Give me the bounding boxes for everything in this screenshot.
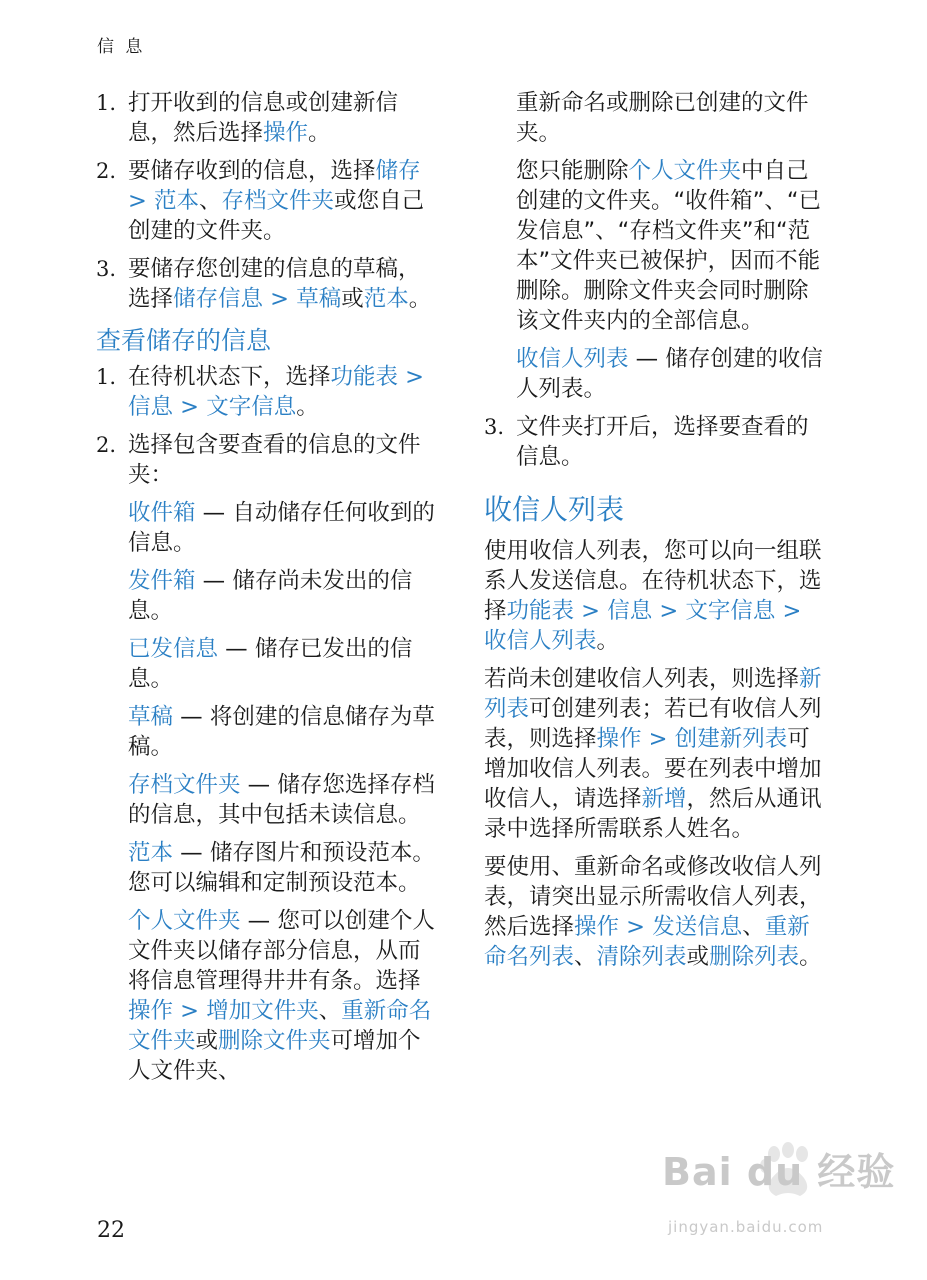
ui-term: 收信人列表 [484,628,597,654]
ui-term: 储存 [375,158,421,184]
folder-personal [128,906,441,1086]
text-run: 打开收到的信息或创建新信息，然后选择 [128,90,399,146]
text-run: 。 [799,944,822,970]
text-run: ，然后从通讯录中选择所需联系人姓名。 [484,786,822,842]
text-run: 。 [408,286,432,312]
menu-separator: > [619,914,653,940]
text-run: 选择包含要查看的信息的文件夹： [128,432,421,488]
folder-templates [128,838,441,898]
folder-sent [128,634,441,694]
ui-term: 范本 [363,286,409,312]
left-column [96,88,441,1094]
ui-term: 收信人列表 [516,346,629,372]
text-run: 中自己创建的文件夹。“收件箱”、“已发信息”、“存档文件夹”和“范本”文件夹已被保护，因而不能删除。删除文件夹会同时删除该文件夹内的全部信息。 [516,158,821,334]
delete-folder-note [516,156,829,336]
text-run: 或 [686,944,710,970]
paragraph [484,852,829,972]
ui-term: 储存信息 [173,286,264,312]
text-run: 或 [341,286,364,312]
ui-term: 收件箱 [128,500,196,526]
ui-term: 存档文件夹 [221,188,335,214]
text-run: 、 [742,914,765,940]
text-run: 可增加收信人列表。要在列表中增加收信人，请选择 [484,726,822,812]
menu-separator: > [775,598,802,624]
ui-term: 文字信息 [206,394,297,420]
ui-term: 新列表 [484,666,822,722]
ui-term: 操作 [128,998,174,1024]
ui-term: 草稿 [128,704,174,730]
text-run: 重新命名或删除已创建的文件夹。 [516,90,809,146]
folder-recipient-lists [516,344,829,404]
text-run: 使用收信人列表，您可以向一组联系人发送信息。在待机状态下，选择 [484,538,822,624]
ui-term: 已发信息 [128,636,219,662]
ui-term: 范本 [154,188,200,214]
folder-archive [128,770,441,830]
text-run: — 将创建的信息储存为草稿。 [128,704,435,760]
paragraph [484,536,829,656]
folder-drafts [128,702,441,762]
text-run: 文件夹打开后，选择要查看的信息。 [516,414,809,470]
right-column [484,88,829,980]
watermark-url: jingyan.baidu.com [668,1218,824,1236]
ui-term: 创建新列表 [674,726,788,752]
ui-term: 操作 [596,726,642,752]
text-run: 、 [574,944,597,970]
section-heading-view-saved: 查看储存的信息 [96,326,272,355]
menu-separator: > [173,394,207,420]
ui-term: 存档文件夹 [128,772,241,798]
menu-separator: > [574,598,608,624]
text-run: 、 [318,998,342,1024]
text-run: 或 [195,1028,219,1054]
ui-term: 清除列表 [596,944,687,970]
ui-term: 范本 [128,840,174,866]
ui-term: 草稿 [296,286,342,312]
text-run: 可增加个人文件夹、 [128,1028,421,1084]
steps-list-1 [96,88,441,314]
menu-separator: > [398,364,425,390]
ui-term: 增加文件夹 [206,998,319,1024]
steps-list-2 [96,362,441,490]
text-run: 要储存您创建的信息的草稿，选择 [128,256,421,312]
list-item: 1. 打开收到的信息或创建新信息，然后选择操作。 [96,90,399,146]
menu-separator: > [128,188,155,214]
text-run: 、 [199,188,222,214]
ui-term: 发件箱 [128,568,196,594]
ui-term: 删除列表 [709,944,800,970]
list-item: 2. 要储存收到的信息，选择储存 > 范本、存档文件夹或您自己创建的文件夹。 [96,158,425,244]
running-header: 信 息 [97,37,146,57]
menu-separator: > [641,726,675,752]
menu-separator: > [173,998,207,1024]
list-item: 2. 选择包含要查看的信息的文件夹： [96,432,421,488]
text-run: 或您自己创建的文件夹。 [128,188,425,244]
ui-term: 功能表 [506,598,575,624]
page-number: 22 [97,1218,125,1243]
list-item: 3. 要储存您创建的信息的草稿，选择储存信息 > 草稿或范本。 [96,256,432,312]
ui-term: 操作 [263,120,309,146]
ui-term: 操作 [574,914,620,940]
ui-term: 删除文件夹 [218,1028,331,1054]
section-heading-recipient-lists: 收信人列表 [484,493,625,526]
text-run: — 储存创建的收信人列表。 [516,346,823,402]
ui-term: 信息 [607,598,653,624]
ui-term: 发送信息 [652,914,743,940]
paragraph [484,664,829,844]
text-run: 若尚未创建收信人列表，则选择 [484,666,800,692]
ui-term: 重新命名列表 [484,914,810,970]
list-item: 1. 在待机状态下，选择功能表 > 信息 > 文字信息。 [96,364,425,420]
menu-separator: > [652,598,686,624]
folder-outbox [128,566,441,626]
text-run: — 储存您选择存档的信息，其中包括未读信息。 [128,772,435,828]
folder-descriptions [96,498,441,1086]
ui-term: 个人文件夹 [628,158,742,184]
text-run: — 储存已发出的信息。 [128,636,413,692]
text-run: 您只能删除 [516,158,629,184]
ui-term: 个人文件夹 [128,908,241,934]
list-item: 3. 文件夹打开后，选择要查看的信息。 [484,414,809,470]
text-run: — 储存尚未发出的信息。 [128,568,413,624]
text-run: 要储存收到的信息，选择 [128,158,376,184]
text-run: 要使用、重新命名或修改收信人列表，请突出显示所需收信人列表，然后选择 [484,854,822,940]
text-run: 。 [296,394,319,420]
ui-term: 重新命名文件夹 [128,998,432,1054]
text-run: 可创建列表；若已有收信人列表，则选择 [484,696,822,752]
ui-term: 文字信息 [685,598,776,624]
text-run: — 储存图片和预设范本。您可以编辑和定制预设范本。 [128,840,435,896]
text-run: — 您可以创建个人文件夹以储存部分信息，从而将信息管理得井井有条。选择 [128,908,435,994]
text-run: 在待机状态下，选择 [128,364,331,390]
folder-personal-continued [516,88,829,148]
ui-term: 新增 [641,786,687,812]
text-run: — 自动储存任何收到的信息。 [128,500,435,556]
watermark-brand: Bai du 经验 [662,1150,896,1194]
ui-term: 功能表 [330,364,399,390]
ui-term: 信息 [128,394,174,420]
menu-separator: > [263,286,297,312]
text-run: 。 [596,628,620,654]
text-run: 。 [308,120,331,146]
folder-inbox [128,498,441,558]
